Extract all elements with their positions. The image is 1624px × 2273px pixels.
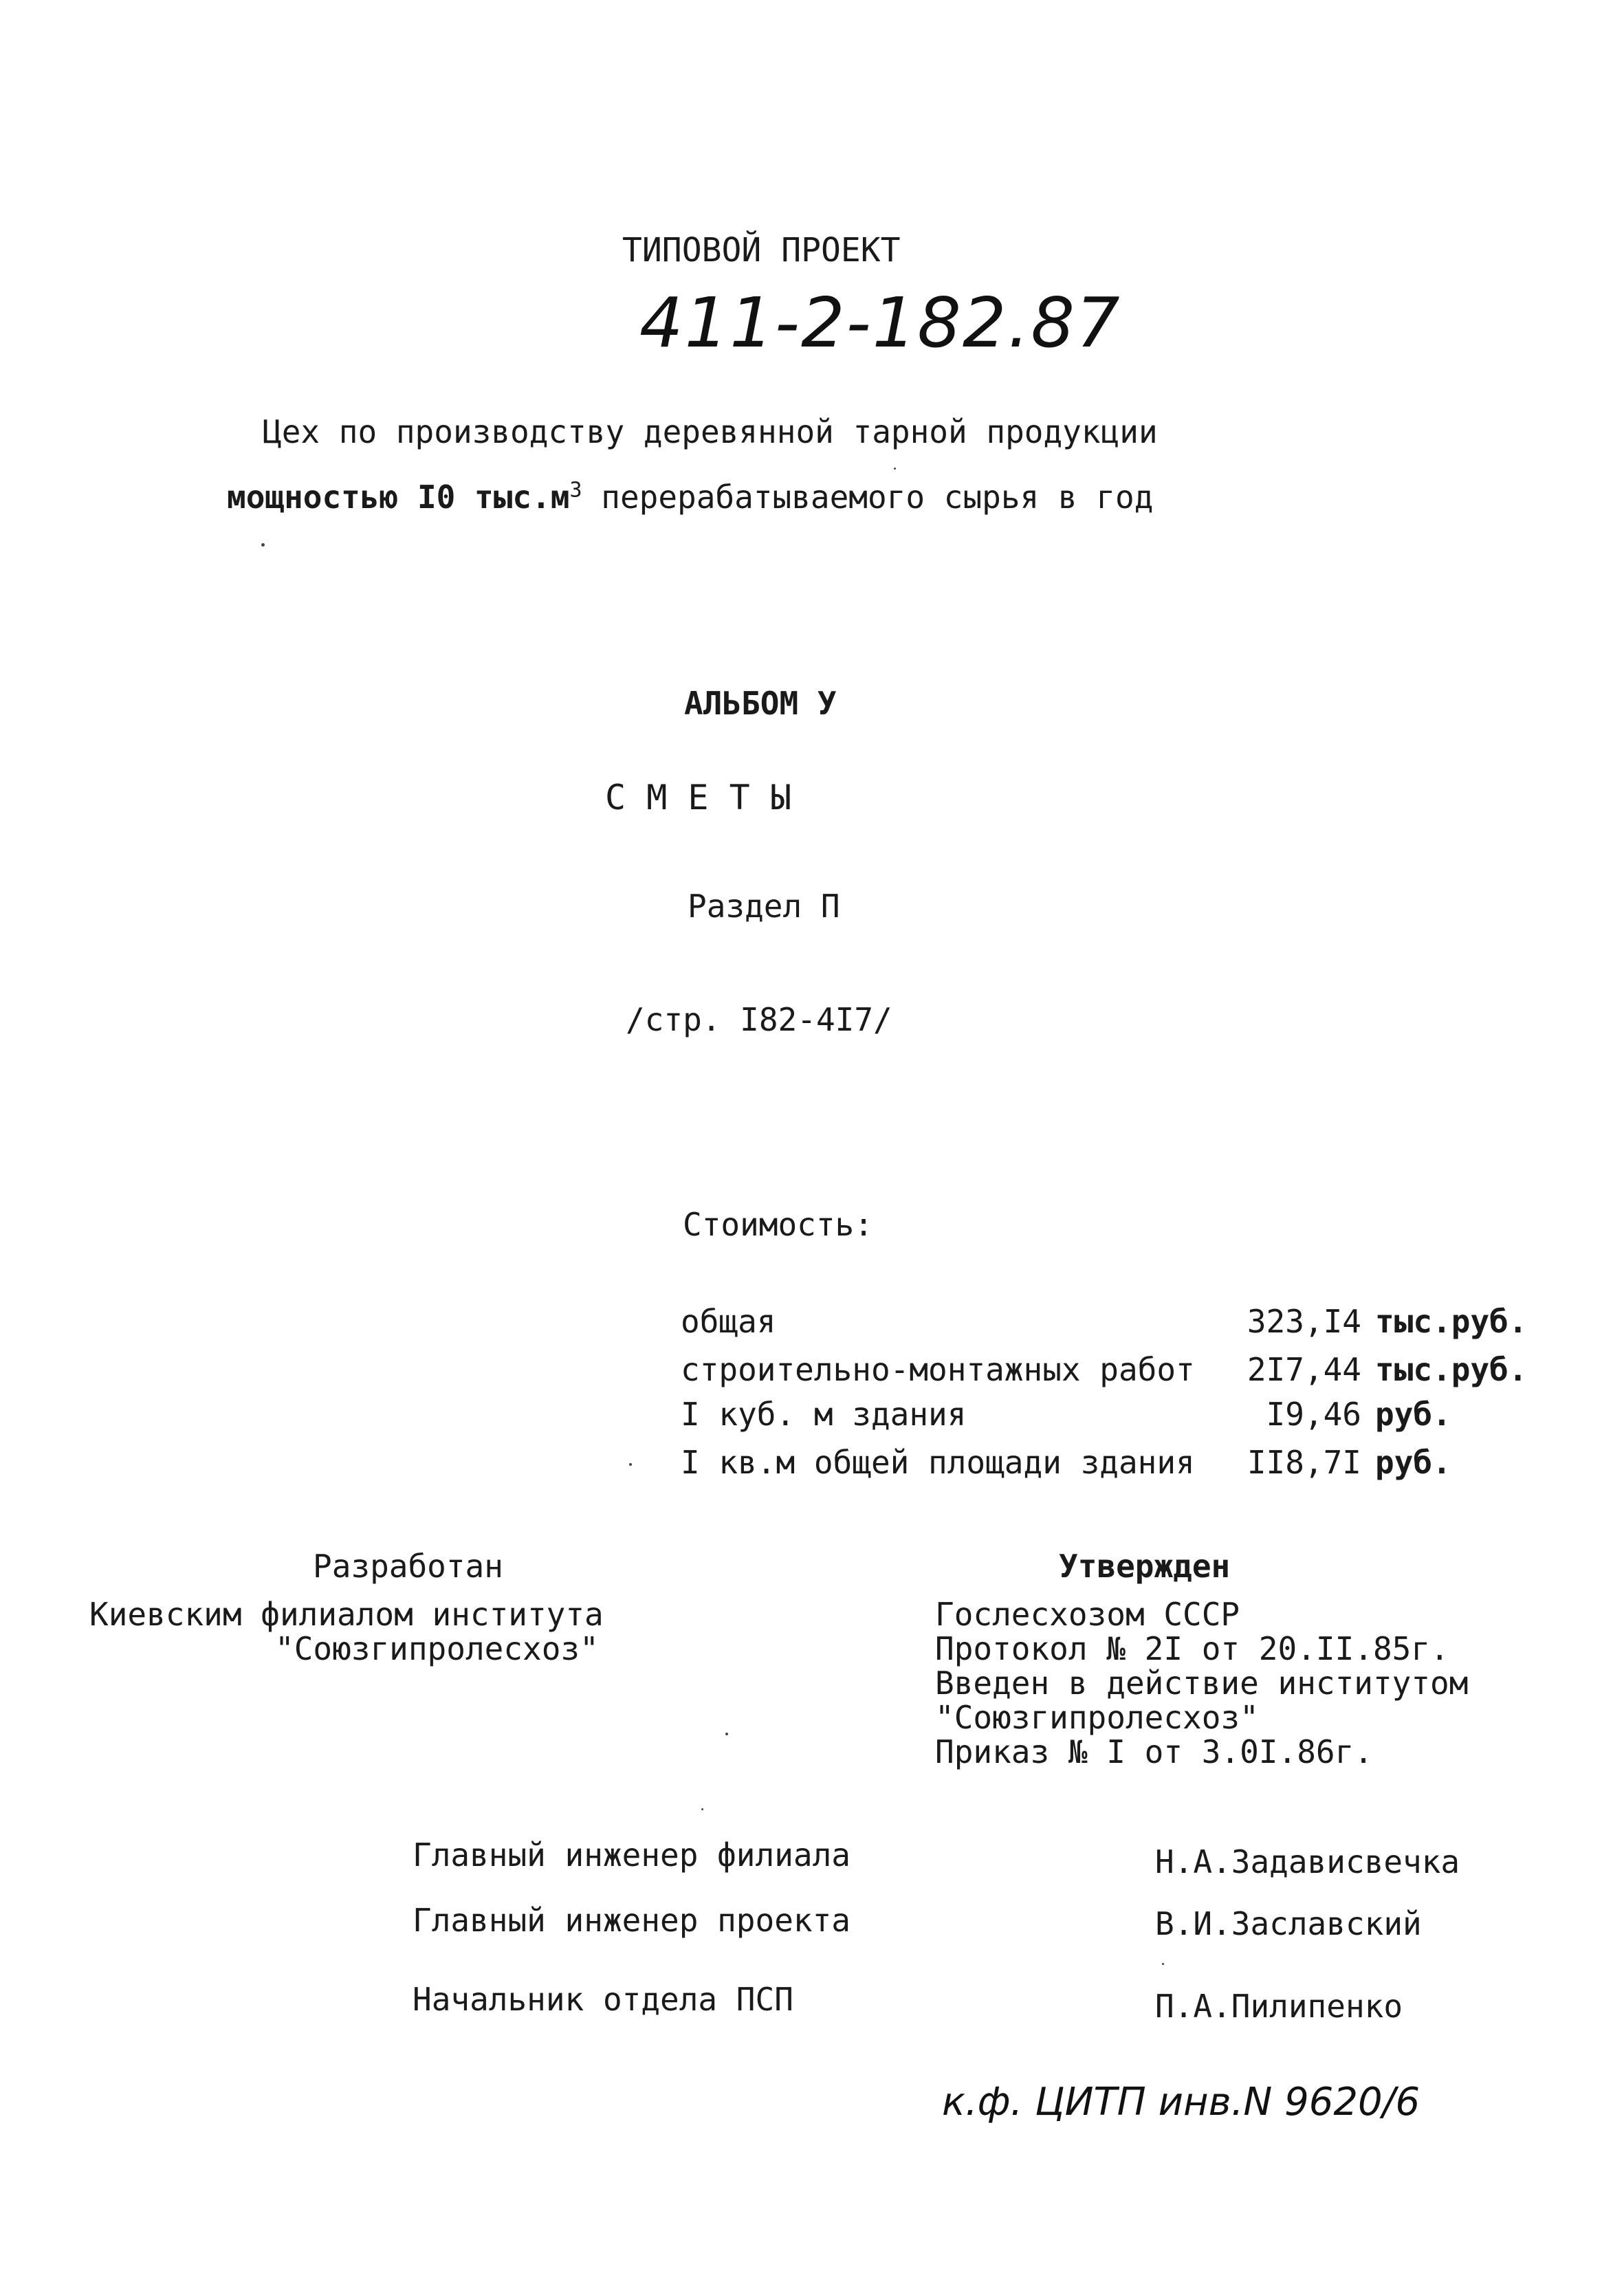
cost-row-value: II8,7I [1247,1444,1361,1481]
cost-row-label: I куб. м здания [681,1396,967,1433]
project-number: 411-2-182.87 [639,283,1121,363]
scan-speck [629,1463,632,1466]
pages-label: /стр. I82-4I7/ [626,1001,892,1038]
title-line-2-post: перерабатываемого сырья в год [582,479,1154,516]
subject-label: С М Е Т Ы [605,778,791,817]
inventory-note: к.ф. ЦИТП инв.N 9620/6 [942,2080,1420,2124]
approved-line-3: Введен в действие институтом [935,1665,1469,1702]
title-line-2-superscript: 3 [569,478,582,503]
title-line-2 [227,478,1154,516]
cost-row-value: I9,46 [1266,1396,1361,1433]
cost-row-label: строительно-монтажных работ [681,1351,1195,1388]
cost-row-unit: тыс.руб. [1375,1303,1528,1340]
signature-role: Главный инженер филиала [413,1836,851,1874]
title-line-1: Цех по производству деревянной тарной продукции [263,413,1158,450]
cost-row-label: I кв.м общей площади здания [681,1444,1195,1481]
cost-row-label: общая [681,1303,776,1340]
signature-role: Главный инженер проекта [413,1902,851,1939]
cost-row-value: 2I7,44 [1247,1351,1361,1388]
cost-row-unit: руб. [1375,1396,1451,1433]
scan-speck [725,1733,728,1735]
cost-row-unit: тыс.руб. [1375,1351,1528,1388]
approved-line-4: "Союзгипролесхоз" [935,1699,1259,1736]
developed-line-2: "Союзгипролесхоз" [275,1630,599,1667]
signature-role: Начальник отдела ПСП [413,1981,793,2018]
signature-name: Н.А.Задависвечка [1155,1843,1460,1880]
project-type: ТИПОВОЙ ПРОЕКТ [622,231,901,270]
title-line-2-pre: мощностью I0 тыс.м [227,479,570,516]
approved-line-5: Приказ № I от 3.0I.86г. [935,1733,1373,1770]
developed-line-1: Киевским филиалом института [89,1596,604,1633]
approved-heading: Утвержден [1059,1548,1231,1585]
scan-speck [894,468,896,470]
signature-name: В.И.Заславский [1155,1905,1422,1942]
section-label: Раздел П [688,888,840,925]
approved-line-1: Гослесхозом СССР [935,1596,1240,1633]
scan-speck [701,1808,703,1810]
cost-heading: Стоимость: [683,1206,873,1243]
scan-speck [261,543,265,547]
album-label: АЛЬБОМ У [684,685,837,722]
scan-speck [1162,1963,1164,1965]
cost-row-cubic-meter [681,1396,1540,1437]
cost-row-square-meter [681,1444,1540,1485]
signature-name: П.А.Пилипенко [1155,1988,1403,2025]
cost-row-construction [681,1351,1540,1392]
cost-row-unit: руб. [1375,1444,1451,1481]
approved-line-2: Протокол № 2I от 20.II.85г. [935,1630,1449,1667]
cost-row-value: 323,I4 [1247,1303,1361,1340]
developed-heading: Разработан [313,1548,503,1585]
cost-row-total [681,1303,1540,1344]
